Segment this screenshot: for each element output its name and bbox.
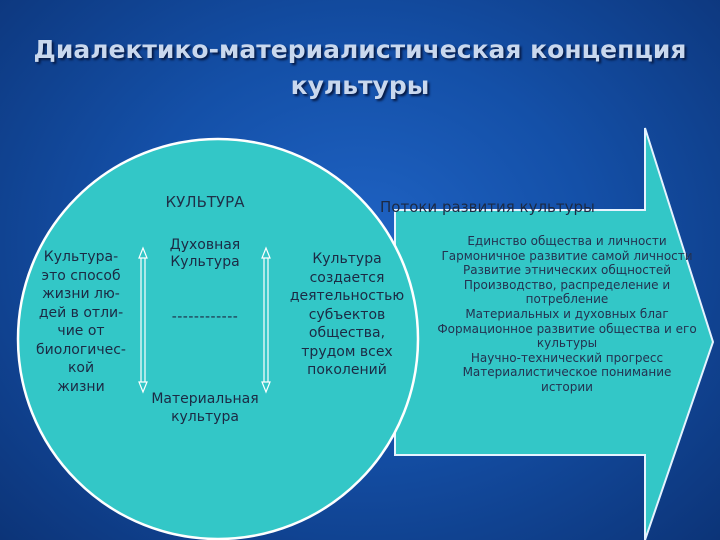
flow-item: Материалистическое понимание истории xyxy=(462,365,672,394)
flow-items-list xyxy=(412,234,720,395)
creation-line: общества, xyxy=(308,325,386,341)
spiritual-culture-label: Духовная Культура xyxy=(169,237,241,270)
creation-line: субъектов xyxy=(308,306,386,323)
flow-item: Единство общества и личности xyxy=(467,234,667,248)
material-culture-label: Материальная культура xyxy=(151,391,259,425)
creation-line: поколений xyxy=(307,362,387,378)
creation-line: Культура xyxy=(312,251,382,267)
definition-line: чие от xyxy=(57,323,105,339)
flow-item: Гармоничное развитие самой личности xyxy=(441,248,693,263)
flows-title: Потоки развития культуры xyxy=(380,198,595,216)
definition-line: биологичес- xyxy=(36,341,126,358)
definition-line: жизни xyxy=(57,378,105,395)
culture-separator: ------------ xyxy=(171,309,239,325)
creation-line: трудом всех xyxy=(301,343,393,360)
flow-item: Формационное развитие общества и его культуры xyxy=(437,321,697,351)
definition-line: это способ xyxy=(41,267,121,284)
flow-item: Развитие этнических общностей xyxy=(462,263,672,278)
flow-item: Материальных и духовных благ xyxy=(465,306,669,321)
definition-line: Культура- xyxy=(43,249,119,265)
culture-label: КУЛЬТУРА xyxy=(165,193,245,211)
culture-creation-text xyxy=(282,250,412,380)
title-line-1: Диалектико-материалистическая концепция xyxy=(33,35,687,64)
definition-line: жизни лю- xyxy=(42,286,120,302)
flow-item: Научно-технический прогресс xyxy=(470,350,664,365)
definition-line: дей в отли- xyxy=(38,304,124,321)
culture-definition xyxy=(22,248,140,396)
title-line-2: культуры xyxy=(290,71,430,100)
flow-item: Производство, распределение и потребление xyxy=(463,277,671,307)
definition-line: кой xyxy=(67,360,95,376)
creation-line: создается xyxy=(309,269,385,286)
creation-line: деятельностью xyxy=(289,288,405,304)
